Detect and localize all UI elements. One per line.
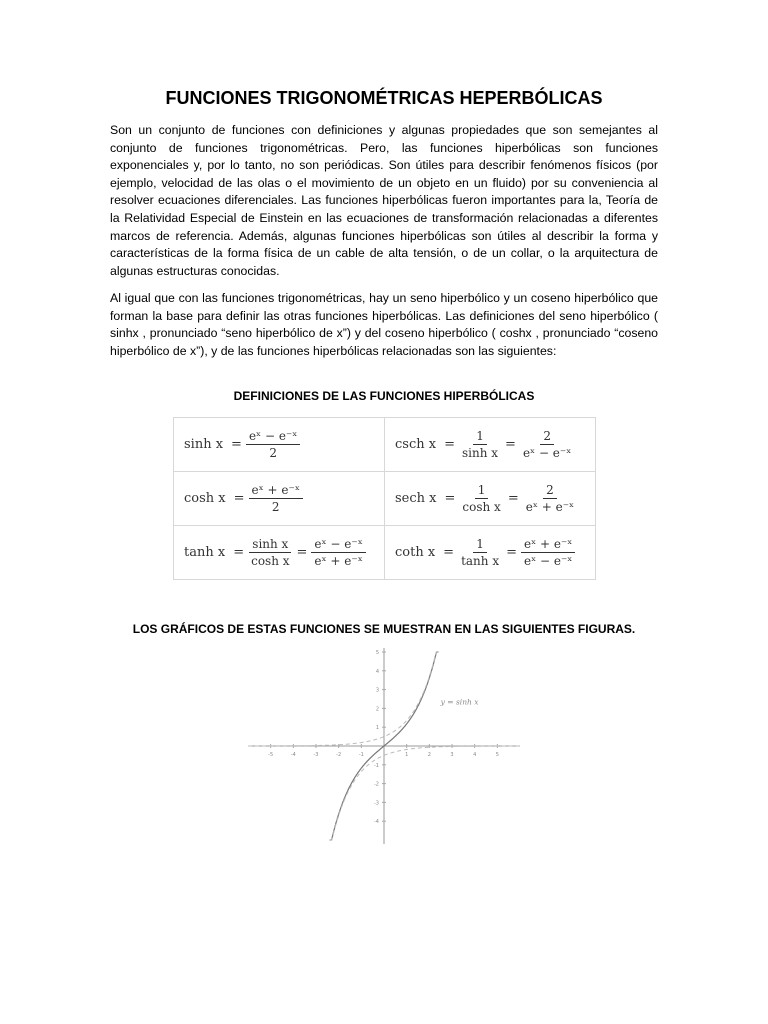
table-row (174, 472, 596, 526)
y-tick-label: 1 (375, 725, 379, 732)
x-tick-label: -2 (336, 752, 342, 758)
coth-numerator-1: 1 (473, 537, 487, 553)
document-title: FUNCIONES TRIGONOMÉTRICAS HEPERBÓLICAS (165, 88, 603, 108)
series-line-3 (330, 746, 520, 840)
csch-numerator-1: 1 (473, 429, 487, 445)
sinh-definition: sinh x = $\frac{\text{eˣ − e⁻ˣ}}{2}$ (174, 418, 385, 472)
sech-definition: sech x = $\frac{1}{\text{cosh x}}$ = $\frac{2}{\text{eˣ + e⁻ˣ}}$ (385, 472, 596, 526)
x-tick-label: 2 (427, 752, 431, 758)
definitions-table (173, 417, 596, 580)
sech-denominator-2: eˣ + e⁻ˣ (525, 500, 575, 514)
sinh-numerator: eˣ − e⁻ˣ (246, 429, 300, 445)
y-tick-label: 4 (375, 668, 379, 675)
x-tick-label: -5 (268, 752, 274, 758)
csch-numerator-2: 2 (540, 429, 554, 445)
tanh-denominator-2: eˣ + e⁻ˣ (314, 554, 363, 568)
x-tick-label: -4 (290, 752, 296, 758)
x-tick-label: 3 (450, 752, 454, 758)
y-tick-label: -3 (374, 800, 379, 807)
y-tick-label: 3 (375, 687, 379, 694)
definitions-paragraph: Al igual que con las funciones trigonométricas, hay un seno hiperbólico y un coseno hiperbólico que forman la base para definir las otras funciones hiperbólicas. Las definiciones del seno hiperbólico ( sinhx , pronunciado “seno hiperbólico de x”) y del coseno hiperbólico ( coshx , pronunciado “coseno hiperbólico de x”), y de las funciones hiperbólicas relacionadas son las siguientes: (110, 291, 658, 358)
series-label: y = sinh x (440, 697, 479, 707)
tanh-numerator-2: eˣ − e⁻ˣ (311, 537, 365, 553)
x-tick-label: 4 (473, 752, 477, 758)
coth-definition: coth x = $\frac{1}{\text{tanh x}}$ = $\frac{\text{eˣ + e⁻ˣ}}{\text{eˣ − e⁻ˣ}}$ (385, 526, 596, 580)
definitions-heading: DEFINICIONES DE LAS FUNCIONES HIPERBÓLICAS (233, 389, 535, 403)
coth-denominator-2: eˣ − e⁻ˣ (524, 554, 573, 568)
table-row (174, 418, 596, 472)
tanh-lhs: tanh x (184, 545, 226, 560)
cosh-definition: cosh x = $\frac{\text{eˣ + e⁻ˣ}}{2}$ (174, 472, 385, 526)
sech-denominator-1: cosh x (462, 500, 501, 514)
csch-definition: csch x = $\frac{1}{\text{sinh x}}$ = $\frac{2}{\text{eˣ − e⁻ˣ}}$ (385, 418, 596, 472)
tanh-numerator-1: sinh x (249, 537, 291, 553)
cosh-numerator: eˣ + e⁻ˣ (249, 483, 303, 499)
x-tick-label: 1 (405, 752, 409, 758)
sinh-lhs: sinh x (184, 437, 224, 452)
intro-paragraph: Son un conjunto de funciones con definiciones y algunas propiedades que son semejantes al conjunto de funciones trigonométricas. Pero, las funciones hiperbólicas son funciones exponenciales y, por lo tanto, no son periódicas. Son útiles para describir fenómenos físicos (por ejemplo, velocidad de las olas o el movimiento de un objeto en un fluido) por su conveniencia al resolver ecuaciones diferenciales. Las funciones hiperbólicas fueron importantes para la, Teoría de la Relatividad Especial de Einstein en las ecuaciones de transformación relacionadas a diferentes marcos de referencia. Además, algunas funciones hiperbólicas son útiles al describir la forma y características de la forma física de un cable de alta tensión, o de un collar, o la arquitectura de algunas estructuras conocidas. (110, 123, 658, 278)
x-tick-label: -3 (313, 752, 319, 758)
sech-numerator-2: 2 (543, 483, 557, 499)
tanh-definition: tanh x = $\frac{\text{sinh x}}{\text{cosh x}}$ = $\frac{\text{eˣ − e⁻ˣ}}{\text{eˣ + e⁻ˣ}}$ (174, 526, 385, 580)
csch-denominator-2: eˣ − e⁻ˣ (522, 446, 572, 460)
coth-lhs: coth x (395, 545, 436, 560)
x-tick-label: 5 (495, 752, 499, 758)
series-line-2 (248, 652, 438, 746)
y-tick-label: -2 (374, 781, 379, 788)
y-tick-label: 5 (375, 650, 379, 656)
x-tick-label: -1 (358, 752, 364, 758)
csch-lhs: csch x (395, 437, 437, 452)
coth-numerator-2: eˣ + e⁻ˣ (521, 537, 575, 553)
cosh-denominator: 2 (271, 500, 280, 514)
cosh-lhs: cosh x (184, 491, 226, 506)
y-tick-label: 2 (375, 706, 379, 713)
sinh-graph (248, 646, 520, 846)
csch-denominator-1: sinh x (461, 446, 499, 460)
table-row (174, 526, 596, 580)
y-tick-label: -4 (374, 819, 379, 826)
sech-lhs: sech x (395, 491, 437, 506)
coth-denominator-1: tanh x (461, 554, 500, 568)
sinh-denominator: 2 (269, 446, 277, 460)
sech-numerator-1: 1 (475, 483, 489, 499)
tanh-denominator-1: cosh x (251, 554, 290, 568)
y-tick-label: -1 (374, 762, 379, 769)
graphs-heading: LOS GRÁFICOS DE ESTAS FUNCIONES SE MUESTRAN EN LAS SIGUIENTES FIGURAS. (132, 622, 636, 636)
